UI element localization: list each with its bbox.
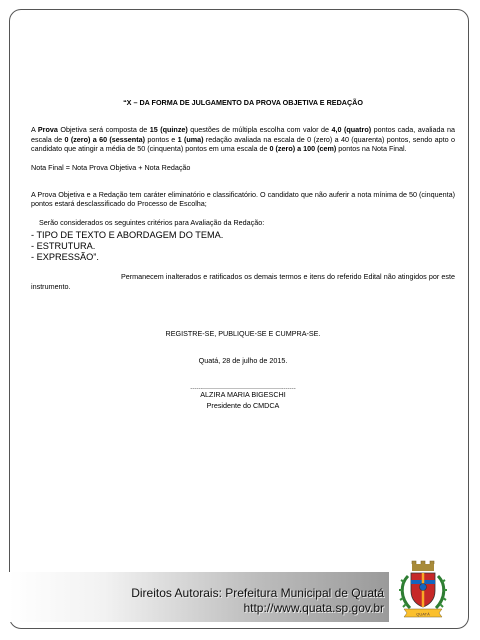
signer-name: ALZIRA MARIA BIGESCHI — [200, 389, 286, 399]
document-body — [31, 98, 455, 411]
criteria-item: - ESTRUTURA. — [31, 241, 96, 252]
criteria-item: - TIPO DE TEXTO E ABORDAGEM DO TEMA. — [31, 230, 224, 241]
copyright-text: Direitos Autorais: Prefeitura Municipal de Quatá — [131, 586, 384, 600]
formula-line: Nota Final = Nota Prova Objetiva + Nota Redação — [31, 162, 191, 172]
footer-text — [131, 586, 384, 616]
criteria-list — [31, 230, 455, 263]
criteria-item: - EXPRESSÃO”. — [31, 252, 99, 263]
website-url: http://www.quata.sp.gov.br — [243, 601, 384, 615]
paragraph-prova-objetiva: A Prova Objetiva será composta de 15 (quinze) questões de múltipla escolha com valor de 4,0 (quatro) pontos cada, avaliada na escala de 0 (zero) a 60 (sessenta) pontos e 1 (uma) redação avaliada na escala de 0 (zero) a 40 (quarenta) pontos, sendo apto o candidato que atingir a média de 50 (cinquenta) pontos em uma escala de 0 (zero) a 100 (cem) pontos na Nota Final. — [31, 125, 455, 154]
date-line: Quatá, 28 de julho de 2015. — [198, 356, 288, 366]
section-heading: “X – DA FORMA DE JULGAMENTO DA PROVA OBJETIVA E REDAÇÃO — [123, 98, 363, 107]
criteria-intro: Serão considerados os seguintes critérios para Avaliação da Redação: — [39, 217, 265, 227]
signer-role: Presidente do CMDCA — [206, 401, 280, 411]
signature-line: ..................................................... — [190, 381, 296, 391]
paragraph-permanecem: Permanecem inalterados e ratificados os demais termos e itens do referido Edital não atingidos por este instrumento. — [31, 272, 455, 291]
municipal-coat-of-arms-icon — [398, 560, 448, 620]
register-line: REGISTRE-SE, PUBLIQUE-SE E CUMPRA-SE. — [165, 329, 321, 339]
seal-caption: QUATÁ — [416, 611, 430, 617]
paragraph-eliminatorio: A Prova Objetiva e a Redação tem caráter eliminatório e classificatório. O candidato que não auferir a nota mínima de 50 (cinquenta) pontos estará desclassificado do Processo de Escolha; — [31, 190, 455, 209]
